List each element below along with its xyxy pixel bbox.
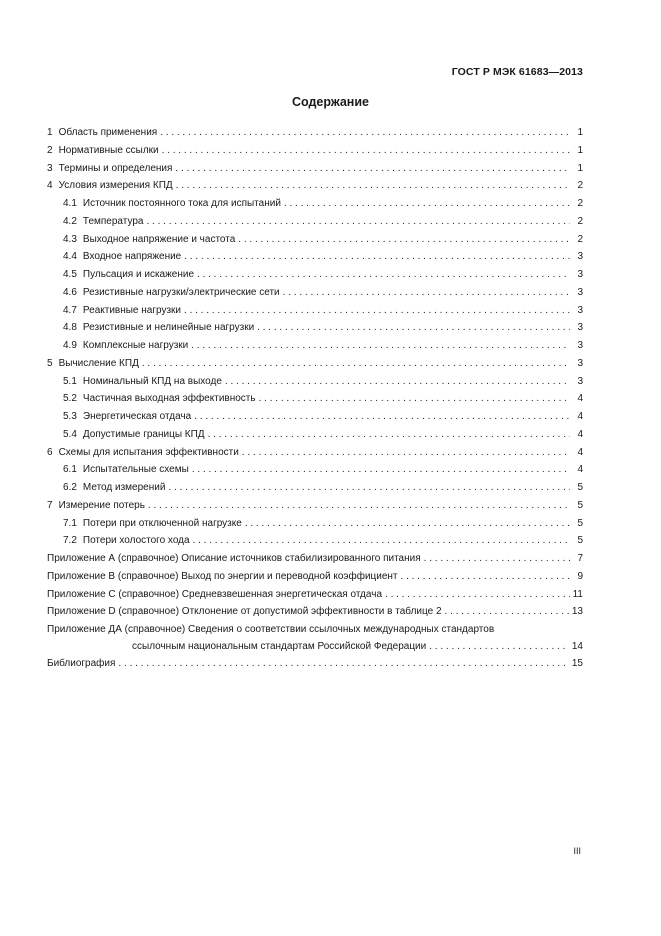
toc-entry-title [47,142,159,160]
toc-entry-title [47,160,172,178]
toc-entry-text: Источник постоянного тока для испытаний [82,198,281,209]
toc-entry-text: Температура [82,215,144,227]
toc-entry[interactable] [47,195,583,213]
toc-entry-page: 3 [577,286,583,298]
toc-entry[interactable] [47,586,583,604]
toc-entry-page: 2 [577,215,583,227]
toc-entry[interactable] [47,231,583,249]
toc-leader-dots [176,177,570,195]
toc-entry-text: Метод измерений [82,482,166,493]
toc-entry-page: 1 [577,127,583,138]
toc-entry-page: 2 [577,198,583,209]
toc-entry[interactable] [47,302,583,320]
toc-leader-dots [191,337,570,355]
toc-entry-number: 4.4 [63,251,77,263]
toc-entry-page: 11 [572,588,583,600]
toc-leader-dots [168,479,570,497]
toc-entry-text: Частичная выходная эффективность [82,393,256,405]
toc-entry[interactable] [47,444,583,462]
toc-entry-title [47,177,173,195]
toc-entry-appendix-da[interactable] [47,621,583,655]
toc-entry-title [63,248,181,266]
toc-entry-text: Измерение потерь [58,499,145,511]
toc-entry[interactable] [47,390,583,408]
table-of-contents [47,124,583,673]
toc-leader-dots [184,302,570,320]
toc-entry-number: 4.9 [63,340,77,351]
toc-entry-text: Приложение А (справочное) Описание источников стабилизированного питания [47,553,421,564]
toc-leader-dots [257,319,570,337]
toc-entry-text: Условия измерения КПД [58,180,173,192]
toc-leader-dots [424,550,570,568]
toc-entry-title [47,124,157,142]
toc-entry-title [47,355,139,373]
toc-entry[interactable] [47,337,583,355]
toc-entry[interactable] [47,177,583,195]
toc-entry-number: 7.1 [63,517,77,529]
toc-entry-page: 3 [577,304,583,316]
toc-entry-text: Резистивные и нелинейные нагрузки [82,322,255,334]
toc-entry[interactable] [47,142,583,160]
toc-entry-number: 5.3 [63,411,77,422]
toc-entry-page: 1 [577,162,583,174]
toc-leader-dots [242,444,570,462]
toc-leader-dots [225,373,570,391]
toc-entry-title [63,461,189,479]
toc-entry-number: 5.4 [63,428,77,440]
toc-leader-dots [401,568,570,586]
toc-entry-text: Схемы для испытания эффективности [58,446,239,458]
toc-entry-text-continued: ссылочным национальным стандартам Российской Федерации [132,641,427,652]
toc-entry-page: 4 [577,393,583,405]
toc-entry-number: 4.2 [63,215,77,227]
toc-entry-title [63,337,188,355]
toc-entry-number: 6.2 [63,482,77,493]
toc-entry-title [63,390,256,408]
toc-entry[interactable] [47,550,583,568]
toc-leader-dots [175,160,570,178]
toc-entry[interactable] [47,266,583,284]
toc-entry-text: Приложение D (справочное) Отклонение от допустимой эффективности в таблице 2 [47,606,442,618]
toc-entry-title [47,568,398,586]
toc-entry-text: Библиография [47,658,116,669]
page-title: Содержание [291,95,369,109]
toc-entry-number: 4.6 [63,286,77,298]
toc-entry-text: Комплексные нагрузки [82,340,189,351]
toc-entry-title [63,532,190,550]
toc-entry-page: 3 [577,269,583,280]
toc-entry-page: 9 [577,570,583,582]
toc-entry-text: Испытательные схемы [82,464,189,476]
toc-entry-number: 4.8 [63,322,77,334]
toc-entry-text: Выходное напряжение и частота [82,233,236,245]
toc-leader-dots [118,655,568,673]
toc-entry-page: 14 [571,641,583,652]
toc-entry-page: 3 [577,357,583,369]
toc-entry-title [47,586,382,604]
toc-leader-dots [208,426,570,444]
toc-entry-title [63,213,143,231]
toc-entry-number: 5.1 [63,375,77,387]
toc-entry-page: 2 [577,180,583,192]
toc-leader-dots [429,638,569,655]
toc-entry-number: 4.1 [63,198,77,209]
toc-leader-dots [192,461,570,479]
toc-entry[interactable] [47,319,583,337]
toc-entry-number: 4.7 [63,304,77,316]
toc-entry-page: 4 [577,446,583,458]
toc-leader-dots [445,603,569,621]
toc-entry-number: 6 [47,446,53,458]
toc-entry-page: 5 [577,482,583,493]
toc-entry-text: Термины и определения [58,162,173,174]
toc-entry-text: Допустимые границы КПД [82,428,205,440]
page-number: III [573,846,581,856]
toc-entry[interactable] [47,355,583,373]
toc-leader-dots [162,142,570,160]
toc-entry-number: 5.2 [63,393,77,405]
toc-entry-title [63,515,242,533]
toc-leader-dots [259,390,570,408]
toc-entry-page: 4 [577,464,583,476]
toc-entry-page: 4 [577,411,583,422]
toc-entry-page: 15 [571,658,583,669]
toc-entry-title [63,266,194,284]
toc-leader-dots [238,231,570,249]
toc-entry-number: 7 [47,499,53,511]
toc-entry-text: Потери при отключенной нагрузке [82,517,242,529]
toc-entry-number: 4.3 [63,233,77,245]
toc-entry-number: 5 [47,357,53,369]
toc-entry-title [63,373,222,391]
toc-entry-number: 3 [47,162,53,174]
toc-entry-number: 1 [47,127,53,138]
toc-entry-number: 7.2 [63,535,77,547]
toc-entry-text: Приложение В (справочное) Выход по энергии и переводной коэффициент [47,570,398,582]
toc-entry[interactable] [47,461,583,479]
toc-entry-page: 1 [577,144,583,156]
toc-entry-bibliography[interactable] [47,655,583,673]
toc-leader-dots [193,532,570,550]
toc-entry-page: 5 [577,517,583,529]
toc-entry-page: 3 [577,322,583,334]
toc-entry-number: 6.1 [63,464,77,476]
toc-entry-page: 7 [577,553,583,564]
toc-entry-page: 5 [577,535,583,547]
toc-entry-text: Потери холостого хода [82,535,190,547]
toc-entry-text: Приложение ДА (справочное) Сведения о соответствии ссылочных международных стандартов [47,624,495,635]
toc-leader-dots [148,497,570,515]
toc-entry-text: Входное напряжение [82,251,182,263]
toc-entry-text: Номинальный КПД на выходе [82,375,222,387]
toc-leader-dots [284,195,570,213]
toc-entry-page: 5 [577,499,583,511]
toc-entry[interactable] [47,408,583,426]
toc-entry-number: 4.5 [63,269,77,280]
toc-entry-page: 3 [577,340,583,351]
toc-entry-title [47,497,145,515]
toc-entry-title [63,195,281,213]
toc-entry[interactable] [47,213,583,231]
toc-entry-title [63,284,280,302]
toc-entry[interactable] [47,373,583,391]
toc-entry[interactable] [47,160,583,178]
toc-entry-page: 13 [571,606,583,618]
toc-entry[interactable] [47,497,583,515]
toc-leader-dots [194,408,570,426]
document-standard-number: ГОСТ Р МЭК 61683—2013 [451,66,583,78]
toc-entry[interactable] [47,532,583,550]
toc-entry[interactable] [47,426,583,444]
toc-entry-title [63,479,165,497]
toc-entry[interactable] [47,124,583,142]
toc-entry-text: Резистивные нагрузки/электрические сети [82,286,280,298]
toc-entry-text: Нормативные ссылки [58,144,159,156]
toc-entry-text: Вычисление КПД [58,357,139,369]
toc-entry[interactable] [47,284,583,302]
toc-leader-dots [184,248,570,266]
toc-entry[interactable] [47,248,583,266]
toc-entry-title [63,426,205,444]
toc-entry-title [63,408,191,426]
toc-leader-dots [385,586,570,604]
toc-entry-text: Область применения [58,127,158,138]
toc-entry-title [47,444,239,462]
toc-leader-dots [142,355,570,373]
toc-entry-page: 3 [577,375,583,387]
toc-entry-title [47,550,421,568]
toc-entry-title [63,231,235,249]
toc-leader-dots [283,284,570,302]
toc-entry-text: Приложение С (справочное) Средневзвешенная энергетическая отдача [47,588,383,600]
toc-leader-dots [197,266,570,284]
toc-entry-title [63,302,181,320]
toc-entry-text: Пульсация и искажение [82,269,195,280]
toc-entry[interactable] [47,603,583,621]
toc-entry-page: 4 [577,428,583,440]
toc-leader-dots [245,515,570,533]
toc-entry-title [47,603,442,621]
toc-entry-page: 3 [577,251,583,263]
toc-entry-number: 4 [47,180,53,192]
toc-entry-page: 2 [577,233,583,245]
toc-leader-dots [160,124,570,142]
toc-entry[interactable] [47,479,583,497]
toc-entry[interactable] [47,515,583,533]
toc-entry-number: 2 [47,144,53,156]
toc-entry-text: Энергетическая отдача [82,411,192,422]
toc-entry-text: Реактивные нагрузки [82,304,182,316]
toc-entry-title [63,319,254,337]
toc-leader-dots [146,213,570,231]
toc-entry[interactable] [47,568,583,586]
